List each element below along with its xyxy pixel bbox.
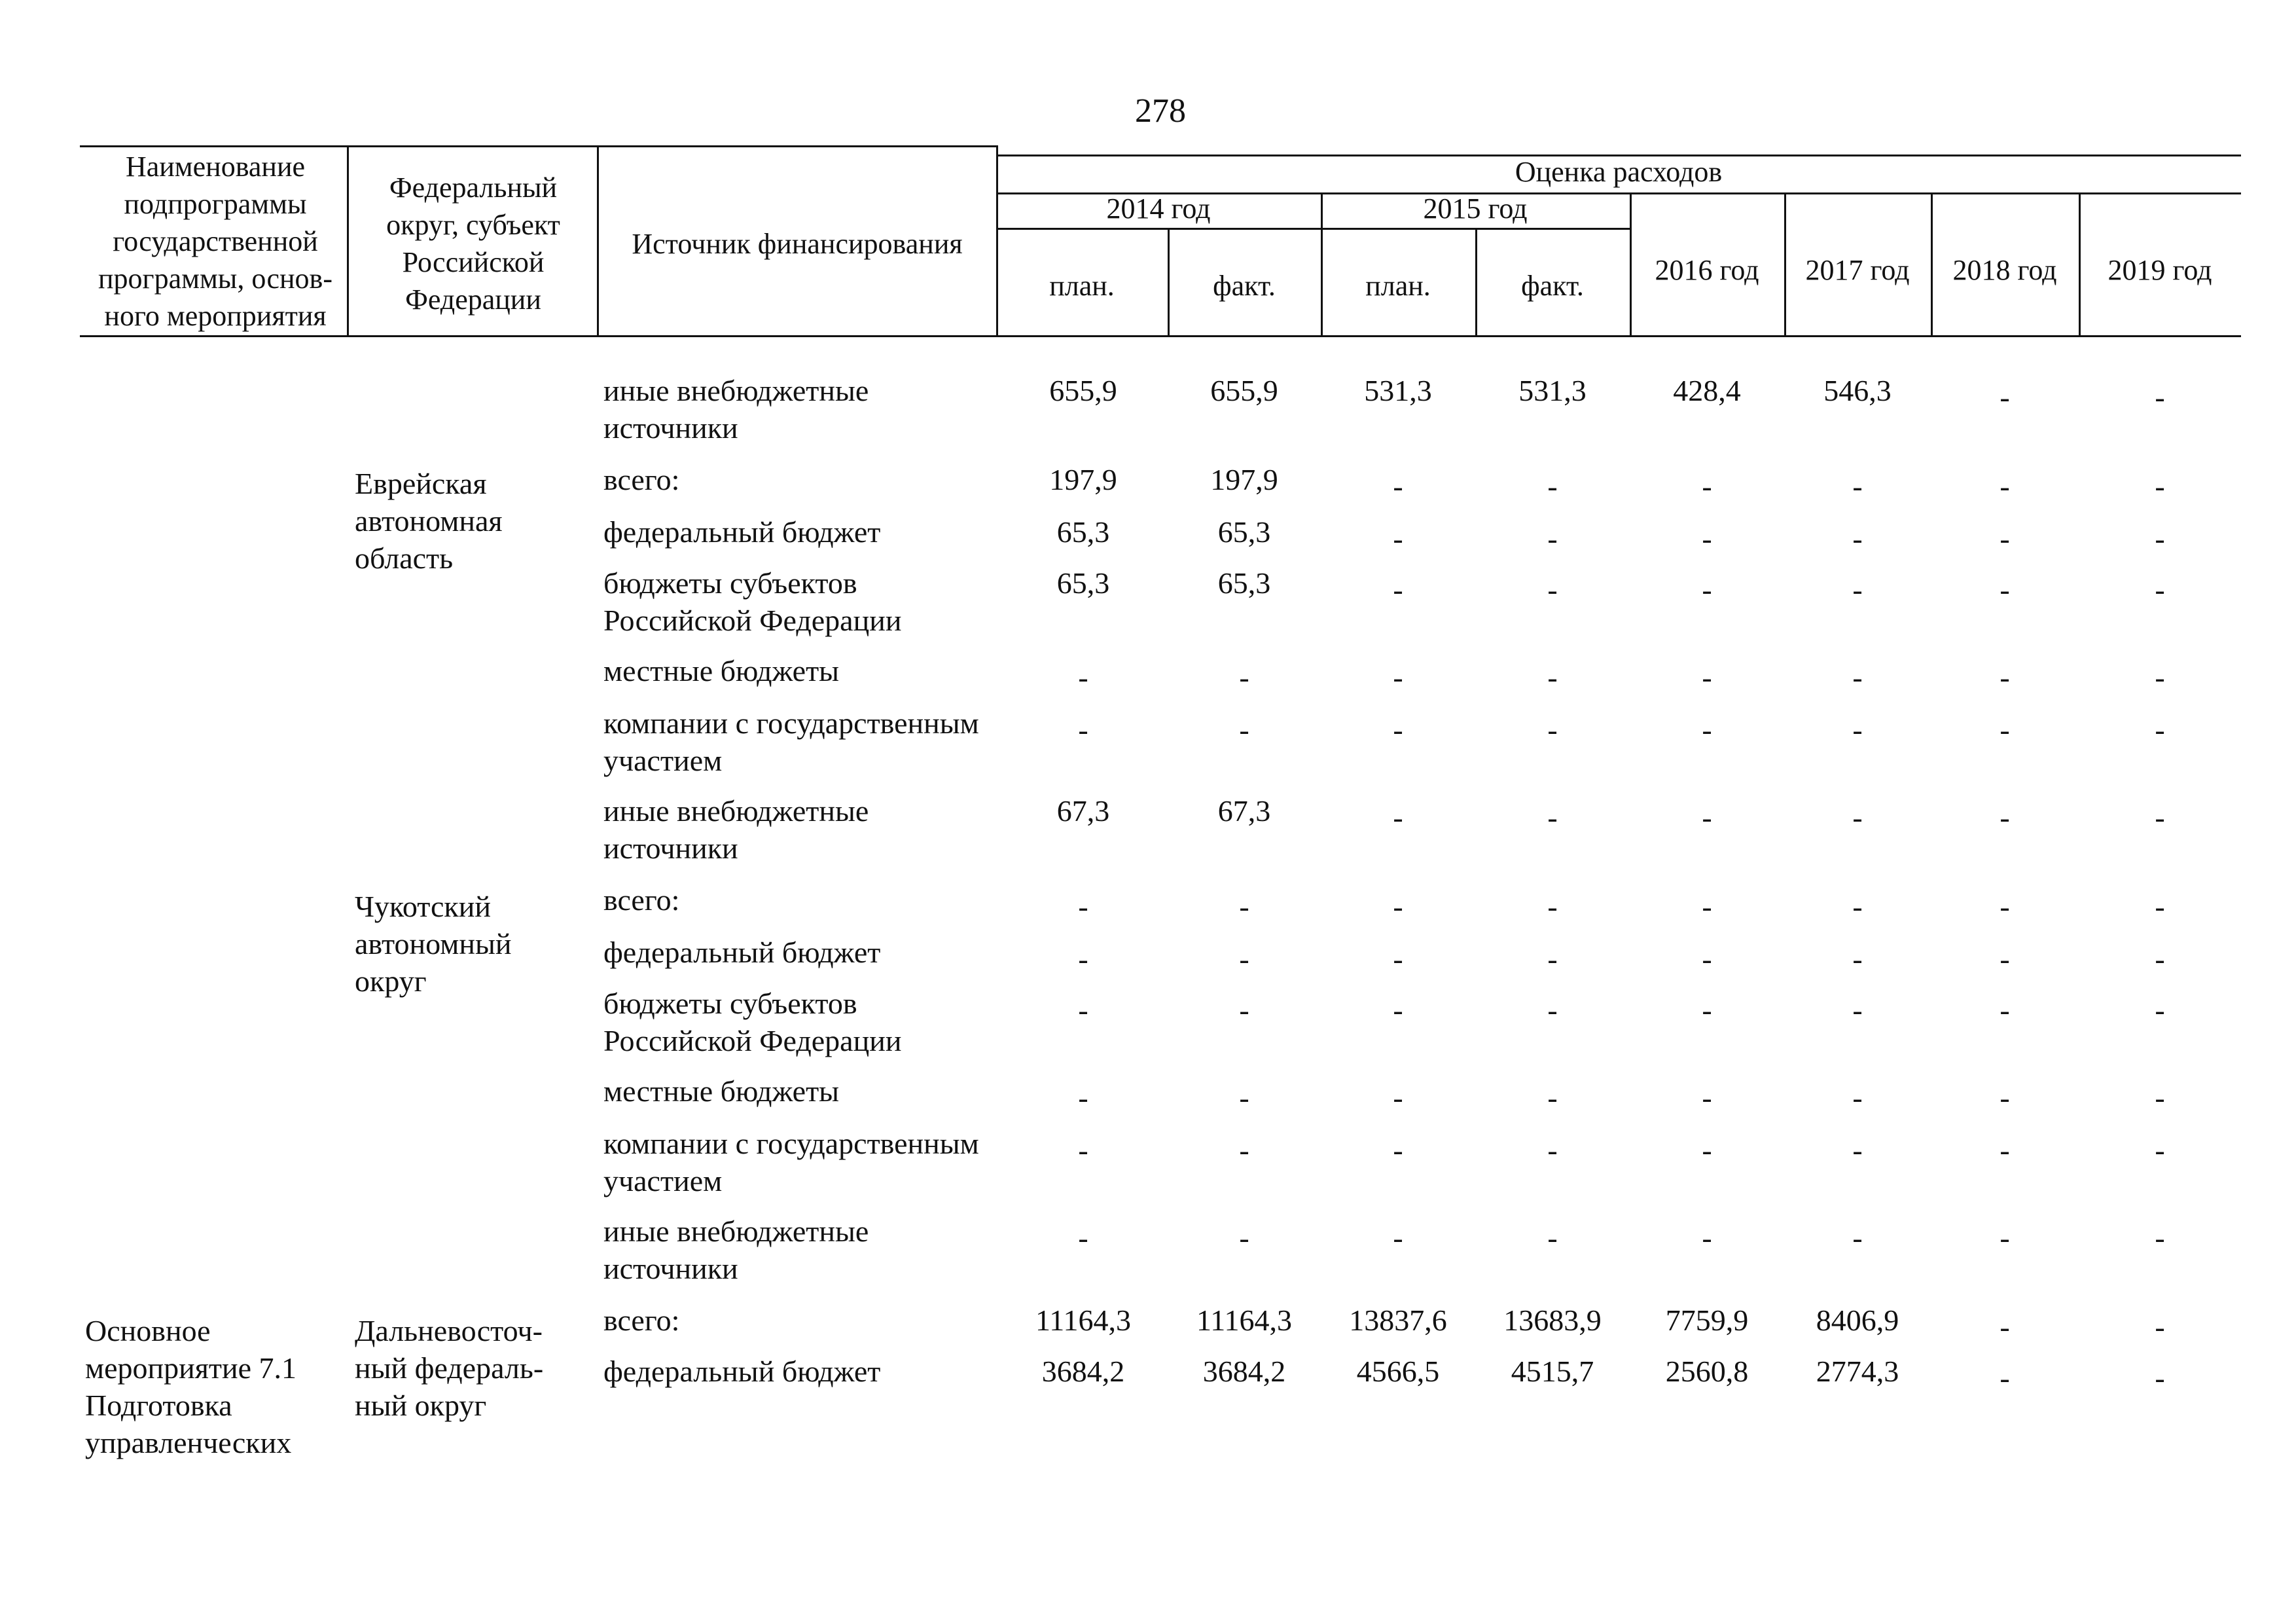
table-cell: - [1078, 1081, 1088, 1114]
table-cell: - [1239, 890, 1249, 923]
table-cell: - [2000, 1221, 2010, 1254]
header-year-2014: 2014 год [1106, 192, 1211, 225]
header-2014-fact: факт. [1213, 270, 1276, 302]
table-cell: - [1702, 573, 1712, 606]
table-cell: - [2000, 573, 2010, 606]
funding-source: местные бюджеты [603, 654, 840, 687]
table-cell: - [1852, 713, 1863, 746]
table-cell: 3684,2 [1202, 1355, 1286, 1388]
table-cell: - [1393, 469, 1403, 503]
table-cell: 8406,9 [1816, 1304, 1899, 1337]
table-cell: - [1393, 1133, 1403, 1167]
table-cell: - [1547, 1221, 1558, 1254]
table-cell: - [2000, 942, 2010, 976]
table-cell: - [2155, 661, 2165, 694]
table-cell: - [2155, 1081, 2165, 1114]
funding-source: бюджеты субъектов Российской Федерации [603, 566, 902, 637]
table-cell: - [2000, 469, 2010, 503]
table-cell: - [1702, 522, 1712, 555]
region-evreyskaya: Еврейская автономная область [355, 467, 503, 575]
table-cell: - [1702, 661, 1712, 694]
table-cell: 7759,9 [1665, 1304, 1749, 1337]
table-cell: - [1547, 713, 1558, 746]
table-cell: - [1239, 1221, 1249, 1254]
header-year-2019: 2019 год [2108, 254, 2212, 286]
funding-source: иные внебюджетные источники [603, 374, 869, 445]
table-cell: 11164,3 [1035, 1304, 1132, 1337]
table-cell: - [1547, 573, 1558, 606]
table-cell: - [1393, 890, 1403, 923]
funding-source: местные бюджеты [603, 1074, 840, 1108]
table-cell: - [1702, 801, 1712, 834]
table-cell: - [1852, 1081, 1863, 1114]
table-cell: - [2155, 993, 2165, 1027]
table-cell: - [1702, 1081, 1712, 1114]
table-cell: - [1078, 1133, 1088, 1167]
col-border-2 [597, 145, 599, 337]
table-cell: - [1239, 1081, 1249, 1114]
table-cell: 655,9 [1049, 374, 1117, 407]
table-cell: 428,4 [1673, 374, 1741, 407]
table-cell: 11164,3 [1196, 1304, 1293, 1337]
table-cell: - [1239, 661, 1249, 694]
header-year-2015: 2015 год [1423, 192, 1528, 225]
table-cell: 13683,9 [1503, 1304, 1602, 1337]
table-cell: - [1078, 1221, 1088, 1254]
table-cell: - [1393, 661, 1403, 694]
table-cell: - [1852, 942, 1863, 976]
table-cell: - [1547, 1081, 1558, 1114]
funding-source: бюджеты субъектов Российской Федерации [603, 987, 902, 1057]
table-cell: - [1547, 1133, 1558, 1167]
funding-source: всего: [603, 463, 680, 496]
table-cell: - [2000, 1310, 2010, 1343]
table-cell: 65,3 [1056, 515, 1110, 549]
region-chukotsky: Чукотский автономный округ [355, 890, 512, 998]
table-cell: - [2155, 801, 2165, 834]
table-cell: - [2000, 1133, 2010, 1167]
funding-source: федеральный бюджет [603, 1355, 881, 1388]
table-cell: - [2155, 1361, 2165, 1395]
table-cell: - [2000, 993, 2010, 1027]
table-cell: - [1393, 942, 1403, 976]
table-cell: - [1078, 993, 1088, 1027]
table-cell: - [2155, 1133, 2165, 1167]
table-cell: - [2155, 469, 2165, 503]
table-cell: 2560,8 [1665, 1355, 1749, 1388]
table-cell: - [1393, 522, 1403, 555]
table-cell: 4515,7 [1511, 1355, 1594, 1388]
table-cell: - [2155, 522, 2165, 555]
table-cell: - [1547, 942, 1558, 976]
table-cell: 197,9 [1210, 463, 1278, 496]
funding-source: компании с государственным участием [603, 1127, 979, 1197]
table-cell: 65,3 [1217, 566, 1271, 600]
table-cell: - [1393, 993, 1403, 1027]
table-cell: - [1852, 522, 1863, 555]
table-cell: - [1239, 942, 1249, 976]
table-cell: - [2000, 380, 2010, 414]
col-border-1 [347, 145, 349, 337]
table-cell: - [1852, 1221, 1863, 1254]
table-cell: 67,3 [1217, 794, 1271, 828]
table-cell: - [1547, 890, 1558, 923]
table-cell: - [1702, 713, 1712, 746]
table-cell: - [1702, 1133, 1712, 1167]
table-cell: - [1547, 993, 1558, 1027]
table-cell: - [1547, 522, 1558, 555]
header-2014-plan: план. [1049, 270, 1115, 302]
year-divider [996, 228, 1631, 230]
table-cell: - [1702, 890, 1712, 923]
table-cell: - [1702, 993, 1712, 1027]
table-cell: 531,3 [1518, 374, 1587, 407]
table-cell: - [1852, 469, 1863, 503]
table-cell: 197,9 [1049, 463, 1117, 496]
funding-source: иные внебюджетные источники [603, 794, 869, 865]
table-cell: - [1852, 661, 1863, 694]
table-cell: - [2000, 522, 2010, 555]
funding-source: всего: [603, 1304, 680, 1337]
table-cell: - [1078, 942, 1088, 976]
funding-source: федеральный бюджет [603, 515, 881, 549]
table-cell: - [2000, 713, 2010, 746]
table-cell: - [2155, 1310, 2165, 1343]
table-cell: - [1547, 801, 1558, 834]
table-cell: 67,3 [1056, 794, 1110, 828]
table-cell: - [1393, 713, 1403, 746]
table-cell: - [2000, 1361, 2010, 1395]
funding-source: федеральный бюджет [603, 936, 881, 969]
table-cell: - [2155, 713, 2165, 746]
table-cell: - [2000, 890, 2010, 923]
table-cell: - [2000, 801, 2010, 834]
table-cell: - [1078, 661, 1088, 694]
table-cell: - [1852, 890, 1863, 923]
table-cell: - [2155, 942, 2165, 976]
table-cell: - [1852, 1133, 1863, 1167]
table-cell: - [1702, 469, 1712, 503]
page-number: 278 [1135, 92, 1186, 130]
table-cell: - [1852, 993, 1863, 1027]
table-cell: - [1078, 713, 1088, 746]
table-cell: 2774,3 [1816, 1355, 1899, 1388]
main-activity-name: Основное мероприятие 7.1 Подготовка управленческих [85, 1314, 297, 1459]
table-cell: 4566,5 [1356, 1355, 1440, 1388]
table-cell: - [2155, 1221, 2165, 1254]
table-cell: - [1393, 801, 1403, 834]
table-cell: 546,3 [1823, 374, 1892, 407]
funding-source: иные внебюджетные источники [603, 1214, 869, 1285]
table-cell: - [1852, 573, 1863, 606]
table-cell: - [1702, 1221, 1712, 1254]
table-cell: 655,9 [1210, 374, 1278, 407]
table-cell: - [2155, 573, 2165, 606]
region-dalnevostochny: Дальневосточ-ный федераль-ный округ [355, 1314, 544, 1422]
header-col-district: Федеральный округ, субъект Российской Федерации [386, 172, 560, 316]
table-cell: - [1702, 942, 1712, 976]
table-cell: - [1547, 661, 1558, 694]
table-cell: - [2000, 1081, 2010, 1114]
table-cell: - [1393, 1081, 1403, 1114]
table-cell: - [1078, 890, 1088, 923]
table-cell: - [1393, 1221, 1403, 1254]
table-cell: 3684,2 [1041, 1355, 1125, 1388]
table-cell: - [2155, 380, 2165, 414]
header-year-2017: 2017 год [1805, 254, 1910, 286]
table-cell: - [1239, 713, 1249, 746]
header-col-source: Источник финансирования [632, 228, 963, 260]
header-year-2016: 2016 год [1655, 254, 1759, 286]
funding-source: всего: [603, 883, 680, 917]
table-cell: - [2000, 661, 2010, 694]
table-cell: 65,3 [1217, 515, 1271, 549]
table-cell: - [1547, 469, 1558, 503]
header-year-2018: 2018 год [1952, 254, 2057, 286]
header-2015-fact: факт. [1521, 270, 1584, 302]
table-cell: - [1239, 993, 1249, 1027]
header-bottom-border [80, 335, 2241, 337]
table-cell: 531,3 [1364, 374, 1432, 407]
header-estimate: Оценка расходов [1515, 156, 1723, 188]
table-cell: 13837,6 [1349, 1304, 1447, 1337]
header-2015-plan: план. [1365, 270, 1431, 302]
header-top-border-left [80, 145, 997, 147]
table-cell: - [1239, 1133, 1249, 1167]
table-cell: - [1393, 573, 1403, 606]
table-cell: 65,3 [1056, 566, 1110, 600]
funding-source: компании с государственным участием [603, 706, 979, 777]
table-cell: - [2155, 890, 2165, 923]
header-col-name: Наименование подпрограммы государственной программы, основ-ного мероприятия [98, 151, 332, 332]
table-cell: - [1852, 801, 1863, 834]
